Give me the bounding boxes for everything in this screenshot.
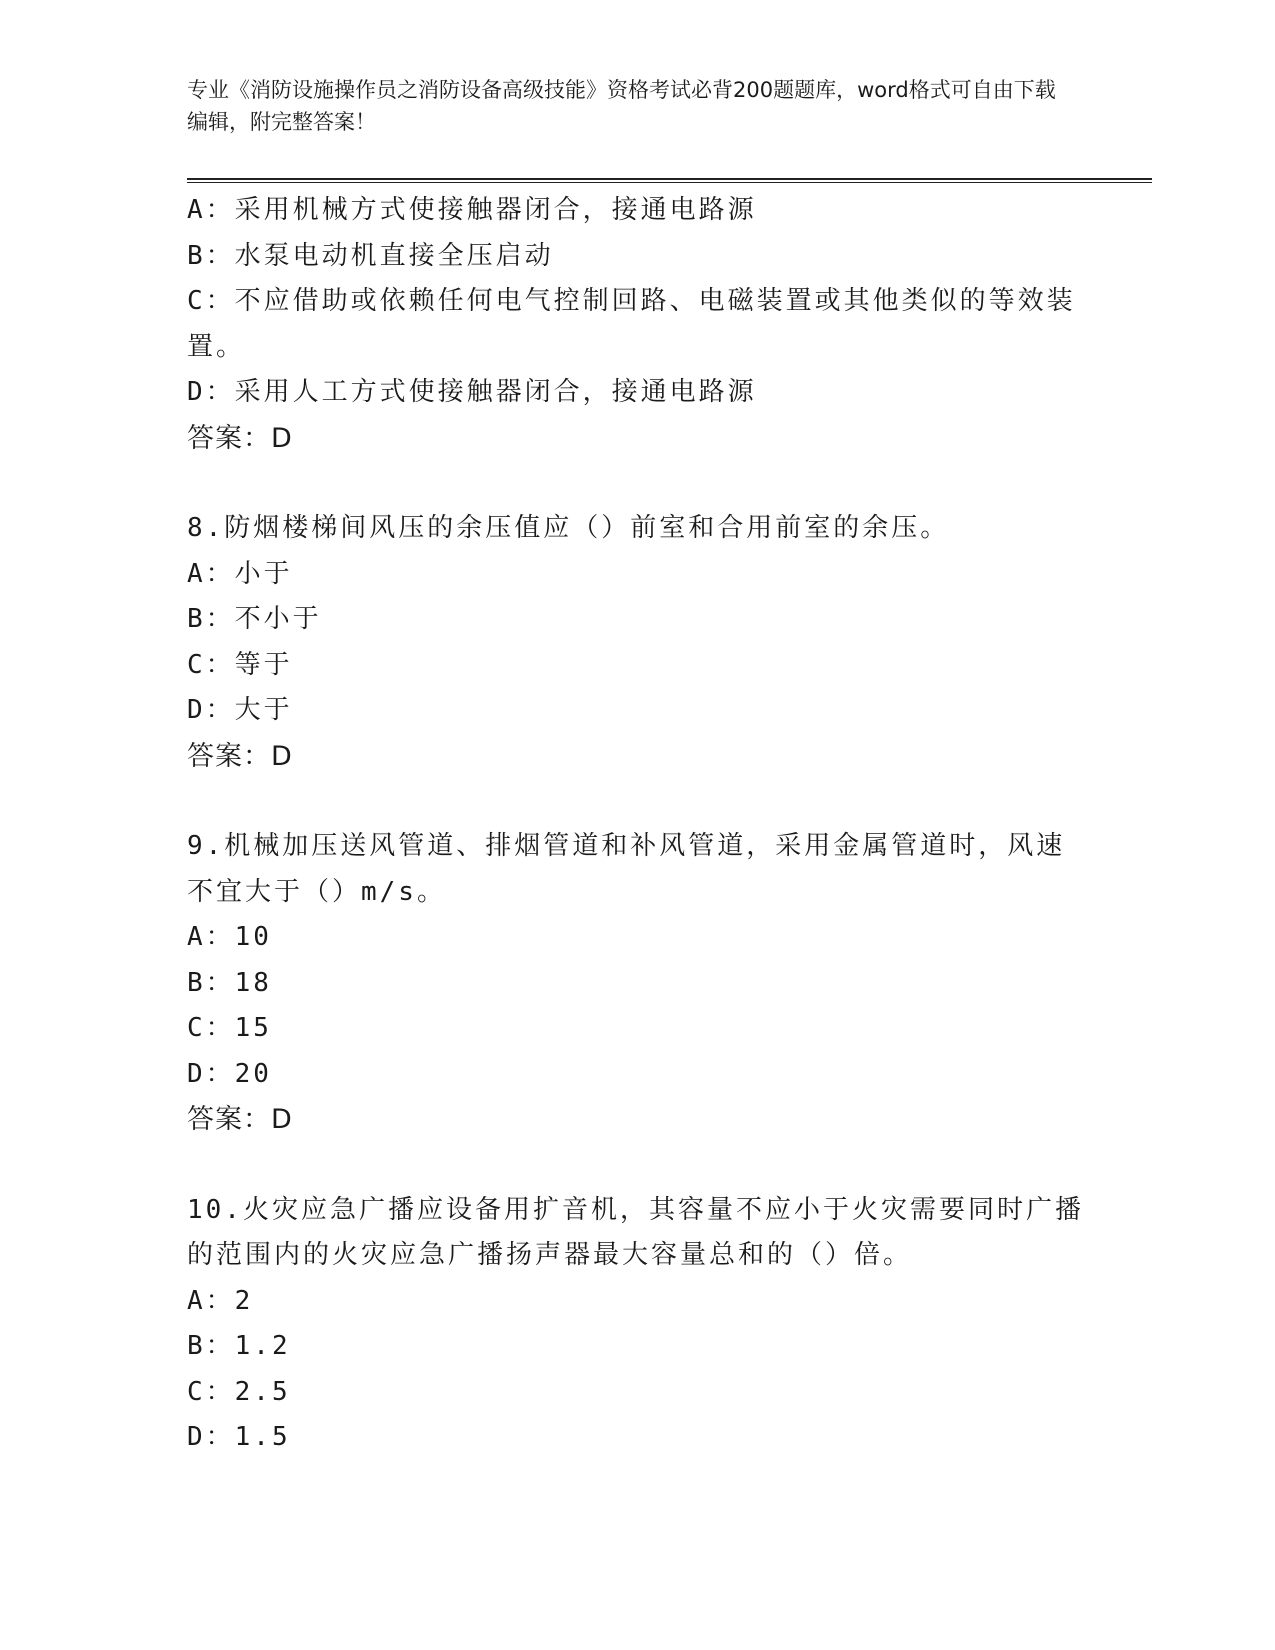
option-a: A：采用机械方式使接触器闭合，接通电路源 [187, 195, 757, 225]
option-b: B：水泵电动机直接全压启动 [187, 240, 554, 271]
question-10-block [187, 1188, 1087, 1461]
question-8-block [187, 506, 1087, 779]
header-divider [187, 178, 1152, 183]
question-7-block [187, 188, 1087, 461]
option-a: A：2 [187, 1285, 254, 1316]
option-c: C：15 [187, 1013, 272, 1043]
option-c: C：2.5 [187, 1376, 291, 1407]
option-c: C：不应借助或依赖任何电气控制回路、电磁装置或其他类似的等效装置。 [187, 286, 1076, 362]
option-b: B：18 [187, 967, 272, 998]
answer: 答案：D [187, 1104, 293, 1135]
question-text: 8.防烟楼梯间风压的余压值应（）前室和合用前室的余压。 [187, 513, 950, 543]
answer: 答案：D [187, 740, 293, 772]
question-content [187, 188, 1087, 1461]
question-text: 10.火灾应急广播应设备用扩音机，其容量不应小于火灾需要同时广播的范围内的火灾应急广播扬声器最大容量总和的（）倍。 [187, 1194, 1084, 1270]
option-b: B：不小于 [187, 604, 322, 634]
option-a: A：10 [187, 922, 272, 952]
option-d: D：大于 [187, 695, 293, 725]
question-text: 9.机械加压送风管道、排烟管道和补风管道，采用金属管道时，风速不宜大于（）m/s。 [187, 831, 1066, 907]
option-d: D：采用人工方式使接触器闭合，接通电路源 [187, 377, 757, 407]
option-d: D：20 [187, 1058, 272, 1089]
document-header: 专业《消防设施操作员之消防设备高级技能》资格考试必背200题题库，word格式可自由下载编辑，附完整答案！ [187, 78, 1056, 134]
option-a: A：小于 [187, 558, 293, 589]
option-d: D：1.5 [187, 1422, 291, 1452]
question-9-block [187, 824, 1087, 1143]
answer: 答案：D [187, 422, 293, 454]
option-b: B：1.2 [187, 1331, 291, 1361]
option-c: C：等于 [187, 649, 293, 680]
